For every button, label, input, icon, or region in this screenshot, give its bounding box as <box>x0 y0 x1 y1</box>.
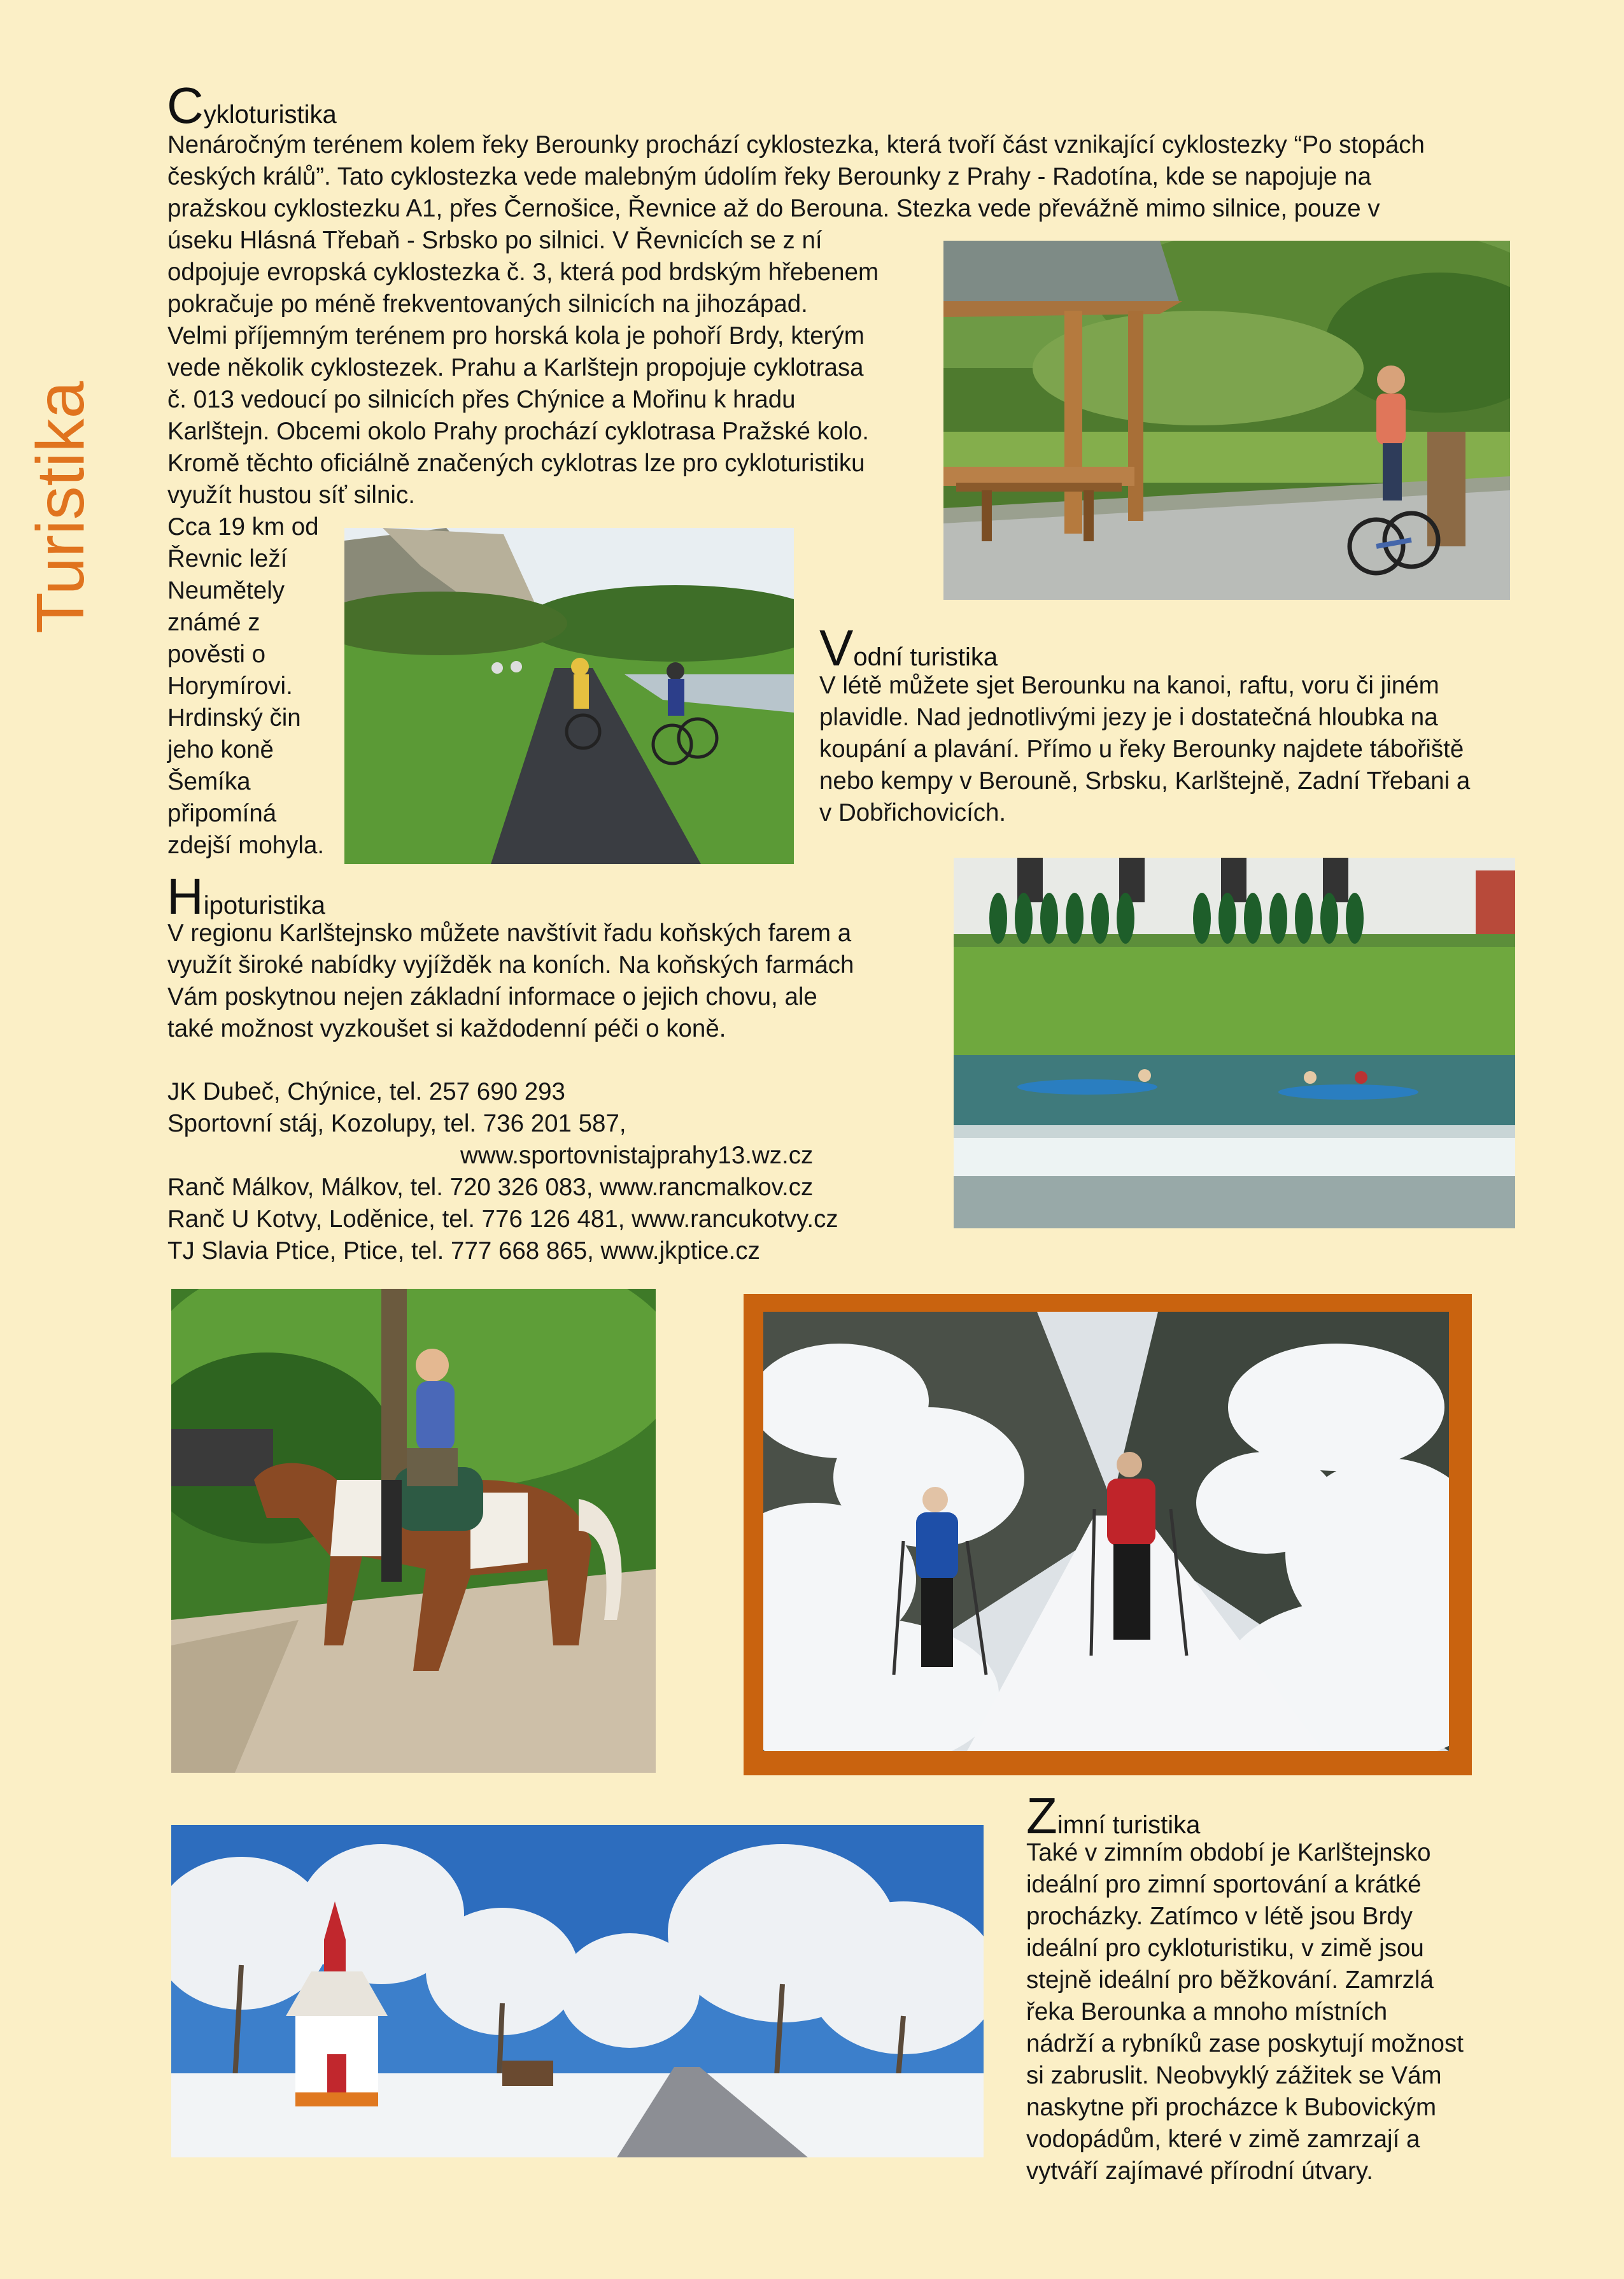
hipo-line: využít široké nabídky vyjížděk na koních. Na koňských farmách <box>167 951 854 979</box>
photo-skiers <box>763 1312 1449 1751</box>
hipo-line: V regionu Karlštejnsko můžete navštívit řadu koňských farem a <box>167 919 852 947</box>
cyklo-line: Karlštejn. Obcemi okolo Prahy prochází cyklotrasa Pražské kolo. <box>167 418 869 445</box>
zimni-line: stejně ideální pro běžkování. Zamrzlá <box>1026 1966 1434 1994</box>
zimni-line: vytváří zajímavé přírodní útvary. <box>1026 2157 1373 2185</box>
vodni-heading <box>819 620 998 676</box>
cyklo-line: Velmi příjemným terénem pro horská kola je pohoří Brdy, kterým <box>167 322 865 350</box>
cyklo-line: Kromě těchto oficiálně značených cyklotras lze pro cykloturistiku <box>167 450 865 477</box>
photo-winter-chapel <box>171 1825 984 2157</box>
cyklo-line: odpojuje evropská cyklostezka č. 3, která pod brdským hřebenem <box>167 259 879 286</box>
zimni-line: si zabruslit. Neobvyklý zážitek se Vám <box>1026 2062 1442 2089</box>
note-line: jeho koně <box>167 736 274 763</box>
cyklo-line: pokračuje po méně frekventovaných silnicích na jihozápad. <box>167 290 808 318</box>
note-line: zdejší mohyla. <box>167 832 325 859</box>
vodni-line: v Dobřichovicích. <box>819 799 1006 827</box>
photo-cyclist-shelter <box>943 241 1510 600</box>
vodni-line: V létě můžete sjet Berounku na kanoi, raftu, voru či jiném <box>819 672 1439 699</box>
zimni-paragraph <box>1026 1837 1464 2187</box>
note-line: Neumětely <box>167 577 285 604</box>
note-line: připomíná <box>167 800 277 827</box>
cyklo-line: vede několik cyklostezek. Prahu a Karlštejn propojuje cyklotrasa <box>167 354 864 381</box>
contact-line: Sportovní stáj, Kozolupy, tel. 736 201 587, <box>167 1110 626 1137</box>
zimni-line: řeka Berounka a mnoho místních <box>1026 1998 1388 2026</box>
hipo-line: také možnost vyzkoušet si každodenní péči o koně. <box>167 1015 726 1042</box>
sidebar-title-text: Turistika <box>23 381 98 634</box>
note-line: Řevnic leží <box>167 545 288 572</box>
zimni-line: vodopádům, které v zimě zamrzají a <box>1026 2126 1420 2153</box>
note-line: Horymírovi. <box>167 672 293 700</box>
vodni-heading-rest: odní turistika <box>853 643 998 671</box>
cyklo-line: Nenáročným terénem kolem řeky Berounky prochází cyklostezka, která tvoří část vznikající cyklostezky “Po stopách <box>167 131 1425 159</box>
hipo-heading-cap: H <box>167 868 204 925</box>
contact-line: JK Dubeč, Chýnice, tel. 257 690 293 <box>167 1078 565 1105</box>
vodni-line: koupání a plavání. Přímo u řeky Berounky najdete tábořiště <box>819 735 1464 763</box>
zimni-line: naskytne při procházce k Bubovickým <box>1026 2094 1437 2121</box>
contact-line: Ranč Málkov, Málkov, tel. 720 326 083, www.rancmalkov.cz <box>167 1174 814 1201</box>
hipo-line: Vám poskytnou nejen základní informace o jejich chovu, ale <box>167 983 817 1011</box>
zimni-line: nádrží a rybníků zase poskytují možnost <box>1026 2030 1464 2057</box>
cyklo-line: pražskou cyklostezku A1, přes Černošice, Řevnice až do Berouna. Stezka vede převážně mimo silnice, pouze v <box>167 195 1380 222</box>
zimni-line: Také v zimním období je Karlštejnsko <box>1026 1839 1431 1866</box>
zimni-line: ideální pro cykloturistiku, v zimě jsou <box>1026 1935 1424 1962</box>
cyklo-line: českých králů”. Tato cyklostezka vede malebným údolím řeky Berounky z Prahy - Radotína, kde se napojuje na <box>167 163 1371 190</box>
cyklo-heading-cap: C <box>167 77 204 134</box>
cyklo-line: využít hustou síť silnic. <box>167 481 415 509</box>
hipo-heading <box>167 868 325 925</box>
cyklo-heading <box>167 77 337 134</box>
cyklo-line: úseku Hlásná Třebaň - Srbsko po silnici. V Řevnicích se z ní <box>167 227 823 254</box>
vodni-heading-cap: V <box>819 620 854 676</box>
hipo-paragraph <box>167 918 854 1045</box>
vodni-paragraph <box>819 670 1470 829</box>
cyklo-line: č. 013 vedoucí po silnicích přes Chýnice a Mořinu k hradu <box>167 386 796 413</box>
zimni-heading-cap: Z <box>1026 1787 1057 1844</box>
zimni-heading-rest: imní turistika <box>1057 1811 1201 1839</box>
note-line: Cca 19 km od <box>167 513 319 541</box>
hipo-heading-rest: ipoturistika <box>203 891 325 919</box>
photo-kayaks-weir <box>954 858 1515 1228</box>
photo-horse-rider <box>171 1289 656 1773</box>
contact-line: TJ Slavia Ptice, Ptice, tel. 777 668 865, www.jkptice.cz <box>167 1237 760 1265</box>
note-line: Šemíka <box>167 768 251 795</box>
zimni-line: ideální pro zimní sportování a krátké <box>1026 1871 1422 1898</box>
contact-line: Ranč U Kotvy, Loděnice, tel. 776 126 481, www.rancukotvy.cz <box>167 1205 838 1233</box>
note-line: pověsti o <box>167 641 266 668</box>
zimni-heading <box>1026 1787 1201 1844</box>
neumetely-note <box>167 511 324 862</box>
zimni-line: procházky. Zatímco v létě jsou Brdy <box>1026 1903 1413 1930</box>
note-line: Hrdinský čin <box>167 704 301 732</box>
photo-cyclists-path <box>344 528 794 864</box>
vodni-line: plavidle. Nad jednotlivými jezy je i dostatečná hloubka na <box>819 704 1438 731</box>
cyklo-heading-rest: ykloturistika <box>203 101 337 129</box>
contact-line: www.sportovnistajprahy13.wz.cz <box>460 1142 814 1169</box>
vodni-line: nebo kempy v Berouně, Srbsku, Karlštejně, Zadní Třebani a <box>819 767 1471 795</box>
hipo-contacts <box>167 1076 931 1267</box>
note-line: známé z <box>167 609 260 636</box>
